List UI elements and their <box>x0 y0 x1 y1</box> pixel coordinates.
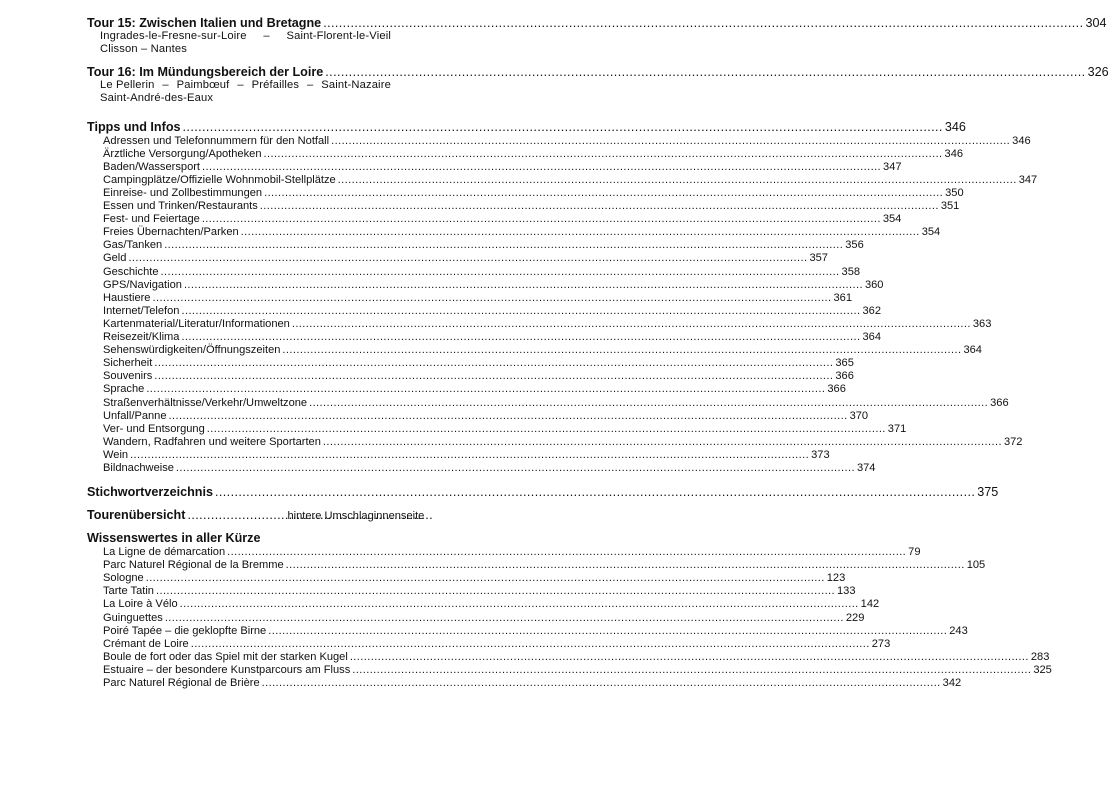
dot-leader <box>146 572 825 585</box>
dot-leader <box>352 664 1031 677</box>
toc-entry-label: Wein <box>103 448 129 461</box>
toc-entry <box>87 383 846 396</box>
toc-entry <box>87 278 884 292</box>
toc-entry <box>87 213 902 226</box>
toc-entry <box>87 435 1023 449</box>
toc-page-number: 243 <box>949 624 968 637</box>
toc-entry <box>87 252 828 265</box>
toc-page-number: 366 <box>827 383 846 396</box>
toc-entry <box>87 422 907 436</box>
toc-tour-separator: – <box>237 78 244 91</box>
toc-page-number: 123 <box>826 572 846 585</box>
toc-page-number: 133 <box>837 585 856 598</box>
toc-entry-label: Reisezeit/Klima <box>103 331 180 344</box>
dot-leader <box>161 266 840 279</box>
dot-leader <box>323 16 1083 30</box>
dot-leader <box>207 423 886 436</box>
toc-page-number: 142 <box>860 598 880 611</box>
toc-entry-label: Sicherheit <box>103 357 153 370</box>
toc-entry-list <box>87 134 1038 475</box>
dot-leader <box>169 410 848 423</box>
toc-entry <box>87 637 891 651</box>
dot-leader <box>286 559 965 572</box>
dot-leader <box>350 651 1029 664</box>
dot-leader <box>164 239 843 252</box>
toc-entry-label: Gas/Tanken <box>103 239 163 252</box>
toc-entry <box>87 650 1050 664</box>
dot-leader <box>260 200 939 213</box>
toc-tour-stop: Le Pellerin <box>100 78 155 91</box>
toc-page-number: 356 <box>845 239 864 252</box>
toc-page-number: 354 <box>921 226 941 239</box>
toc-page-number: 357 <box>809 252 828 265</box>
dot-leader <box>202 213 881 226</box>
dot-leader <box>331 135 1010 148</box>
toc-page-number: 354 <box>882 213 902 226</box>
toc-page-number: 347 <box>1018 173 1038 186</box>
dot-leader <box>292 318 971 331</box>
dot-leader <box>184 279 863 292</box>
dot-leader <box>165 612 844 625</box>
toc-tour-title: Tour 16: Im Mündungsbereich der Loire <box>87 64 324 79</box>
dot-leader <box>191 638 870 651</box>
toc-page-number: 365 <box>835 357 854 370</box>
toc-tour-stop: Saint-Florent-le-Vieil <box>286 30 391 42</box>
toc-page-number: 360 <box>864 278 884 291</box>
toc-entry <box>87 226 941 239</box>
toc-entry <box>87 344 982 357</box>
toc-page-number: 362 <box>862 304 882 317</box>
toc-tour-stop: Clisson – Nantes <box>100 43 187 56</box>
dot-leader <box>180 598 859 611</box>
toc-entry-label: La Loire à Vélo <box>103 598 178 611</box>
toc-section-title: Tourenübersicht <box>87 508 186 523</box>
toc-tourenuebersicht <box>87 508 425 523</box>
toc-page-number: 283 <box>1030 650 1050 663</box>
dot-leader <box>323 436 1002 449</box>
toc-entry-label: Geld <box>103 252 127 265</box>
toc-entry <box>87 357 854 370</box>
toc-page-number: 79 <box>908 546 921 559</box>
toc-entry <box>87 461 876 475</box>
toc-page-number: 366 <box>835 370 854 383</box>
toc-entry-label: Tarte Tatin <box>103 585 154 598</box>
dot-leader <box>181 305 860 318</box>
toc-entry-label: Kartenmaterial/Literatur/Informationen <box>103 317 290 330</box>
dot-leader <box>202 161 881 174</box>
toc-entry <box>87 448 830 462</box>
toc-tour-stops <box>87 92 391 105</box>
toc-entry <box>87 663 1052 677</box>
toc-entry-label: Freies Übernachten/Parken <box>103 226 239 239</box>
toc-tour-stops <box>87 79 391 92</box>
toc-page-number: 342 <box>942 677 962 689</box>
toc-entry <box>87 147 964 161</box>
toc-entry <box>87 134 1031 148</box>
toc-entry-label: Internet/Telefon <box>103 304 180 317</box>
dot-leader <box>154 357 833 370</box>
dot-leader <box>282 344 961 357</box>
toc-entry-label: Essen und Trinken/Restaurants <box>103 200 258 213</box>
toc-entry <box>87 409 869 423</box>
toc-entry-label: Ärztliche Versorgung/Apotheken <box>103 147 262 160</box>
dot-leader <box>130 449 809 462</box>
dot-leader <box>215 485 975 500</box>
toc-page-number: 364 <box>963 344 982 357</box>
toc-entry-label: Campingplätze/Offizielle Wohnmobil-Stellplätze <box>103 173 336 186</box>
toc-entry-label: Haustiere <box>103 291 151 304</box>
toc-tour-15 <box>87 16 1107 57</box>
toc-page-number: 350 <box>945 187 964 199</box>
toc-entry <box>87 291 853 305</box>
toc-entry-label: Einreise- und Zollbestimmungen <box>103 187 263 199</box>
toc-entry <box>87 572 846 585</box>
toc-entry <box>87 187 964 200</box>
dot-leader <box>156 585 835 598</box>
toc-tour-stop: Préfailles <box>251 78 300 91</box>
dot-leader <box>325 65 1085 79</box>
toc-page-number: 105 <box>966 559 986 572</box>
toc-entry-list <box>87 546 1052 690</box>
toc-page-number: 370 <box>849 409 869 422</box>
toc-page-number: 364 <box>862 331 881 344</box>
toc-entry <box>87 677 962 690</box>
toc-page-number: 273 <box>871 637 891 650</box>
toc-section-title: Wissenswertes in aller Kürze <box>87 531 261 546</box>
toc-entry <box>87 611 865 625</box>
toc-entry <box>87 396 1009 410</box>
toc-tour-title: Tour 15: Zwischen Italien und Bretagne <box>87 16 322 30</box>
toc-entry <box>87 304 882 318</box>
toc-tour-separator: – <box>263 30 270 42</box>
toc-entry-label: Sprache <box>103 383 145 396</box>
dot-leader <box>262 677 941 690</box>
toc-stichwort <box>87 485 999 500</box>
toc-tour-stop: Saint-Nazaire <box>321 78 391 91</box>
toc-entry <box>87 559 986 572</box>
toc-entry-label: Bildnachweise <box>103 461 174 474</box>
dot-leader <box>338 174 1017 187</box>
toc-tour-heading <box>87 16 1107 30</box>
toc-tour-stops <box>87 43 391 56</box>
toc-entry-label: Adressen und Telefonnummern für den Notfall <box>103 134 330 147</box>
toc-entry-label: Boule de fort oder das Spiel mit der starken Kugel <box>103 650 348 663</box>
toc-entry <box>87 317 992 331</box>
toc-page-number: 229 <box>845 611 865 624</box>
toc-page-number: 325 <box>1033 663 1052 676</box>
toc-page-number: 346 <box>944 147 964 160</box>
toc-page-number: 304 <box>1085 16 1107 30</box>
toc-entry <box>87 331 881 344</box>
dot-leader <box>154 370 833 383</box>
toc-page-number: 373 <box>811 448 830 461</box>
toc-entry-label: La Ligne de démarcation <box>103 546 226 559</box>
toc-entry-label: Sologne <box>103 572 144 585</box>
toc-entry-label: Wandern, Radfahren und weitere Sportarten <box>103 435 321 448</box>
toc-section-title: Stichwortverzeichnis <box>87 485 213 500</box>
toc-entry <box>87 598 880 611</box>
toc-entry-label: Parc Naturel Régional de la Bremme <box>103 559 284 572</box>
toc-page-number: 346 <box>944 119 966 134</box>
dot-leader <box>241 226 920 239</box>
dot-leader <box>227 546 906 559</box>
toc-section-heading <box>87 119 966 135</box>
toc-entry-label: Poiré Tapée – die geklopfte Birne <box>103 624 267 637</box>
toc-entry <box>87 370 854 383</box>
dot-leader <box>146 383 825 396</box>
toc-page-number: 371 <box>887 422 907 435</box>
toc-tour-stop: Paimbœuf <box>176 78 230 91</box>
dot-leader <box>176 462 855 475</box>
toc-page-number: 347 <box>883 160 902 173</box>
toc-section-tipps <box>87 119 1038 475</box>
toc-entry-label: Estuaire – der besondere Kunstparcours am Fluss <box>103 663 351 676</box>
toc-entry <box>87 265 861 279</box>
toc-entry <box>87 546 921 559</box>
toc-entry-label: Unfall/Panne <box>103 409 167 422</box>
toc-page-number: 374 <box>856 461 876 474</box>
toc-section-title: Tipps und Infos <box>87 119 181 134</box>
dot-leader <box>128 252 807 265</box>
dot-leader <box>264 148 943 161</box>
toc-entry <box>87 585 856 598</box>
dot-leader <box>183 120 943 135</box>
toc-tour-separator: – <box>162 78 169 91</box>
toc-page-number: 361 <box>833 291 853 304</box>
dot-leader <box>264 187 943 200</box>
toc-entry-label: Geschichte <box>103 265 159 278</box>
toc-entry <box>87 173 1038 187</box>
toc-tour-heading <box>87 64 1109 79</box>
toc-tour-stops <box>87 30 391 43</box>
toc-page-number: 375 <box>977 485 999 500</box>
toc-page-number: 326 <box>1087 64 1109 79</box>
toc-page-number: 351 <box>940 200 960 213</box>
toc-entry-label: Guinguettes <box>103 611 163 624</box>
toc-page-number: 346 <box>1012 134 1031 147</box>
dot-leader <box>181 331 860 344</box>
toc-entry-label: Ver- und Entsorgung <box>103 422 205 435</box>
dot-leader <box>187 508 277 522</box>
toc-entry-label: Straßenverhältnisse/Verkehr/Umweltzone <box>103 396 308 409</box>
toc-entry-label: Baden/Wassersport <box>103 160 201 173</box>
toc-entry <box>87 624 968 638</box>
dot-leader <box>268 625 947 638</box>
toc-tour-16 <box>87 64 1109 106</box>
toc-entry-label: Crémant de Loire <box>103 637 189 650</box>
toc-tour-stop: Saint-André-des-Eaux <box>100 92 214 105</box>
toc-page-number: 363 <box>972 317 992 330</box>
toc-location-note: hintere Umschlaginnenseite <box>287 510 425 523</box>
toc-entry <box>87 200 960 213</box>
toc-page-number: 358 <box>841 265 861 278</box>
toc-page-number: 372 <box>1003 435 1023 448</box>
dot-leader <box>309 397 988 410</box>
toc-entry-label: Fest- und Feiertage <box>103 213 200 226</box>
dot-leader <box>152 292 831 305</box>
toc-entry <box>87 160 902 174</box>
toc-entry-label: Parc Naturel Régional de Brière <box>103 677 260 689</box>
toc-entry <box>87 239 864 252</box>
toc-entry-label: GPS/Navigation <box>103 278 182 291</box>
table-of-contents <box>87 16 1109 690</box>
toc-page-number: 366 <box>990 396 1009 409</box>
toc-entry-label: Sehenswürdigkeiten/Öffnungszeiten <box>103 344 281 357</box>
toc-entry-label: Souvenirs <box>103 370 153 383</box>
toc-tour-separator: – <box>306 78 314 91</box>
toc-tour-stop: Ingrades-le-Fresne-sur-Loire <box>100 30 247 42</box>
